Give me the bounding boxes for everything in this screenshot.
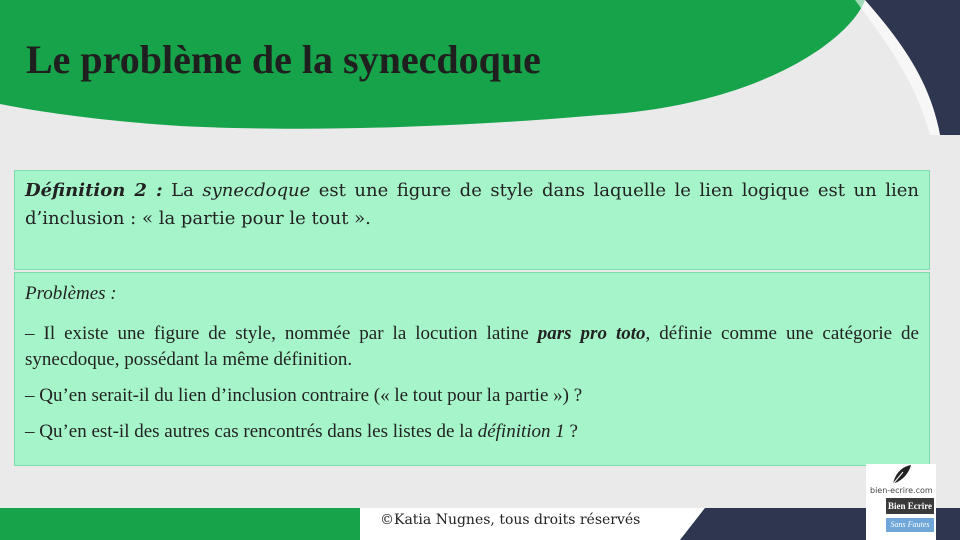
problem-1-term: pars pro toto <box>537 323 646 344</box>
definition-label: Définition 2 : <box>25 180 163 201</box>
definition-rest: est une figure de style dans laquelle le lien logique est un lien d’inclusion : « la partie pour le tout ». <box>25 180 919 229</box>
problem-3-rest: ? <box>564 421 578 442</box>
problem-item-2: – Qu’en serait-il du lien d’inclusion contraire (« le tout pour la partie ») ? <box>25 385 583 406</box>
definition-lead: La <box>162 180 203 201</box>
brand-sub: Sans Fautes <box>886 518 934 532</box>
slide-title: Le problème de la synecdoque <box>26 37 541 82</box>
definition-term: synecdoque <box>202 180 311 201</box>
problems-box <box>14 272 930 466</box>
problem-item-3 <box>25 419 919 445</box>
pen-leaf-icon <box>889 464 913 486</box>
copyright-text: ©Katia Nugnes, tous droits réservés <box>380 512 641 528</box>
problem-1-rest: , définie comme une catégorie de synecdoque, possédant la même définition. <box>25 323 919 370</box>
definition-box <box>14 170 930 270</box>
brand-logo <box>866 464 936 540</box>
brand-name: Bien Ecrire <box>886 498 934 514</box>
problems-heading: Problèmes : <box>25 283 117 304</box>
definition-text <box>25 177 919 233</box>
problem-3-term: définition 1 <box>477 421 565 442</box>
problem-1-text: – Il existe une figure de style, nommée par la locution latine <box>25 323 538 344</box>
problem-item-1 <box>25 321 919 373</box>
brand-url: bien-ecrire.com <box>870 486 933 495</box>
problem-3-text: – Qu’en est-il des autres cas rencontrés dans les listes de la <box>25 421 478 442</box>
